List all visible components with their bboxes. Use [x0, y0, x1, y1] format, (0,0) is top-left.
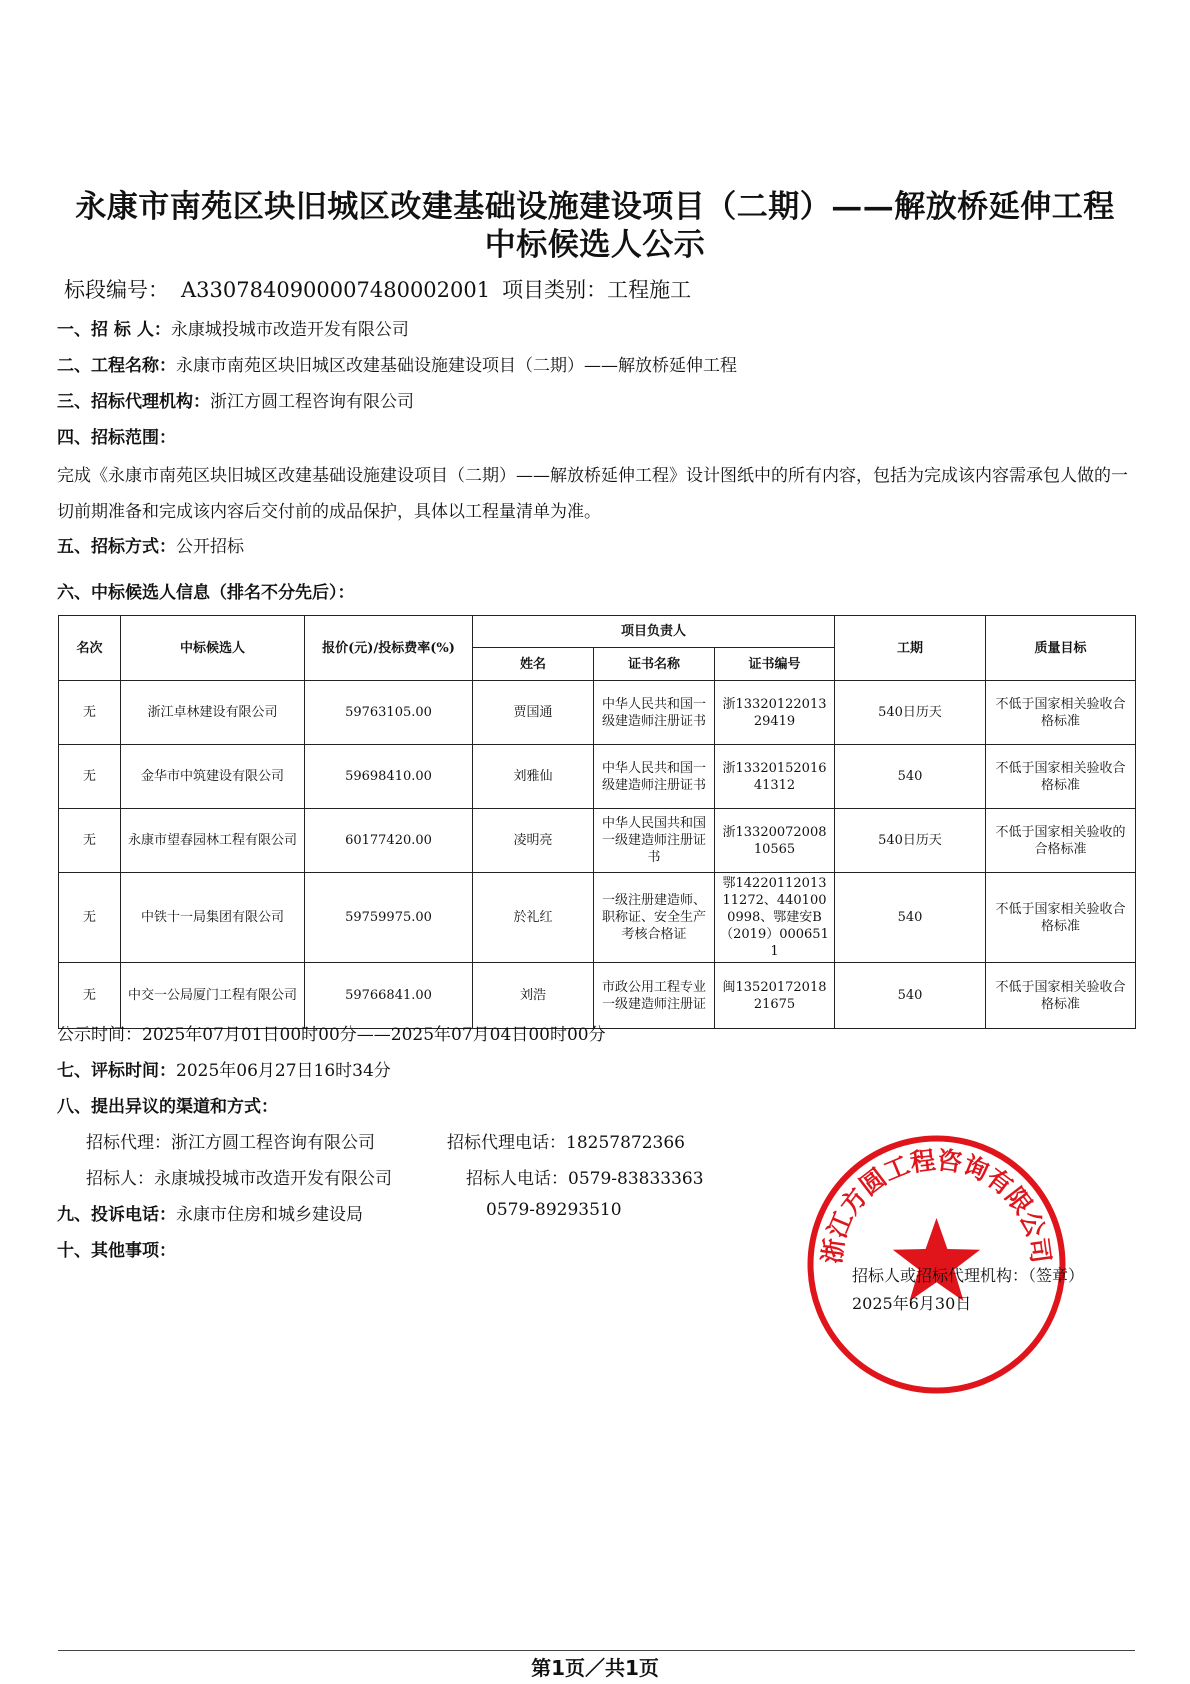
cell-quality: 不低于国家相关验收的合格标准 [986, 809, 1136, 873]
table-row [59, 745, 1136, 809]
cell-quality: 不低于国家相关验收合格标准 [986, 873, 1136, 963]
section-project-name [57, 351, 737, 376]
cell-rank: 无 [59, 809, 121, 873]
seal-star-icon [893, 1218, 980, 1301]
header-period: 工期 [835, 616, 986, 681]
complaint-phone: 0579-89293510 [486, 1200, 622, 1220]
agent-name: 浙江方圆工程咨询有限公司 [171, 1133, 375, 1153]
section-scope-text: 完成《永康市南苑区块旧城区改建基础设施建设项目（二期）——解放桥延伸工程》设计图纸中的所有内容，包括为完成该内容需承包人做的一切前期准备和完成该内容后交付前的成品保护，具体以工程量清单为准。 [57, 466, 1128, 522]
section-scope [57, 423, 176, 448]
signature-date: 2025年6月30日 [852, 1294, 972, 1313]
cell-period: 540 [835, 873, 986, 963]
section-tenderer [57, 315, 409, 340]
cell-candidate: 金华市中筑建设有限公司 [121, 745, 305, 809]
section-objection [57, 1092, 278, 1117]
header-candidate: 中标候选人 [121, 616, 305, 681]
section-objection-label: 八、提出异议的渠道和方式： [57, 1097, 278, 1117]
owner-phone-value: 0579-83833363 [568, 1169, 704, 1189]
tender-code: A3307840900007480002001 [181, 278, 491, 302]
section-scope-label: 四、招标范围： [57, 428, 176, 448]
page-number: 第1页／共1页 [531, 1656, 659, 1680]
agent-phone-value: 18257872366 [566, 1133, 685, 1153]
cell-cert-no: 浙1332012201329419 [715, 681, 835, 745]
cell-name: 刘浩 [473, 963, 594, 1029]
cell-cert-no: 浙1332007200810565 [715, 809, 835, 873]
cell-price: 59759975.00 [305, 873, 473, 963]
cell-price: 59766841.00 [305, 963, 473, 1029]
agent-contact [86, 1128, 375, 1153]
tender-code-label: 标段编号： [64, 278, 169, 302]
document-title: 永康市南苑区块旧城区改建基础设施建设项目（二期）——解放桥延伸工程 [75, 189, 1115, 225]
cell-cert-name: 市政公用工程专业一级建造师注册证 [594, 963, 715, 1029]
cell-name: 刘雅仙 [473, 745, 594, 809]
owner-label: 招标人： [86, 1169, 154, 1189]
cell-cert-no: 鄂1422011201311272、4401000998、鄂建安B（2019）0006511 [715, 873, 835, 963]
cell-price: 60177420.00 [305, 809, 473, 873]
agent-phone [447, 1128, 685, 1153]
section-complaint [57, 1200, 363, 1225]
owner-phone-label: 招标人电话： [466, 1169, 568, 1189]
table-row [59, 681, 1136, 745]
cell-cert-name: 中华人民共和国一级建造师注册证书 [594, 745, 715, 809]
section-method-label: 五、招标方式： [57, 537, 176, 557]
signature-line: 招标人或招标代理机构：（签章） [852, 1266, 1085, 1285]
section-project-name-value: 永康市南苑区块旧城区改建基础设施建设项目（二期）——解放桥延伸工程 [176, 356, 737, 376]
cell-name: 贾国通 [473, 681, 594, 745]
section-complaint-label: 九、投诉电话： [57, 1205, 176, 1225]
header-manager: 项目负责人 [473, 616, 835, 648]
section-project-name-label: 二、工程名称： [57, 356, 176, 376]
cell-price: 59763105.00 [305, 681, 473, 745]
cell-name: 於礼红 [473, 873, 594, 963]
header-cert-no: 证书编号 [715, 648, 835, 681]
cell-rank: 无 [59, 681, 121, 745]
cell-period: 540 [835, 963, 986, 1029]
section-candidates-label: 六、中标候选人信息（排名不分先后）： [57, 583, 355, 603]
header-name: 姓名 [473, 648, 594, 681]
cell-quality: 不低于国家相关验收合格标准 [986, 963, 1136, 1029]
table-row [59, 963, 1136, 1029]
cell-name: 凌明亮 [473, 809, 594, 873]
section-candidates [57, 578, 355, 603]
agent-phone-label: 招标代理电话： [447, 1133, 566, 1153]
section-method [57, 532, 244, 557]
tender-info-line [64, 274, 691, 304]
owner-name: 永康城投城市改造开发有限公司 [154, 1169, 392, 1189]
document-subtitle: 中标候选人公示 [484, 227, 706, 263]
header-rank: 名次 [59, 616, 121, 681]
publicity-period: 公示时间：2025年07月01日00时00分——2025年07月04日00时00分 [57, 1025, 606, 1045]
cell-period: 540 [835, 745, 986, 809]
footer-divider [58, 1650, 1135, 1651]
cell-candidate: 中铁十一局集团有限公司 [121, 873, 305, 963]
cell-candidate: 永康市望春园林工程有限公司 [121, 809, 305, 873]
seal-text: 浙江方圆工程咨询有限公司 [817, 1145, 1056, 1266]
tender-type-label: 项目类别： [502, 278, 608, 302]
cell-cert-name: 一级注册建造师、职称证、安全生产考核合格证 [594, 873, 715, 963]
tender-type: 工程施工 [607, 278, 692, 302]
section-agency-label: 三、招标代理机构： [57, 392, 210, 412]
header-quality: 质量目标 [986, 616, 1136, 681]
section-complaint-org: 永康市住房和城乡建设局 [176, 1205, 363, 1225]
section-other [57, 1236, 176, 1261]
agent-label: 招标代理： [86, 1133, 171, 1153]
cell-quality: 不低于国家相关验收合格标准 [986, 745, 1136, 809]
owner-contact [86, 1164, 392, 1189]
section-evaluation-label: 七、评标时间： [57, 1061, 176, 1081]
table-row [59, 809, 1136, 873]
cell-period: 540日历天 [835, 809, 986, 873]
header-cert-name: 证书名称 [594, 648, 715, 681]
cell-cert-name: 中华人民共和国一级建造师注册证书 [594, 681, 715, 745]
cell-cert-no: 闽1352017201821675 [715, 963, 835, 1029]
cell-rank: 无 [59, 745, 121, 809]
cell-rank: 无 [59, 963, 121, 1029]
section-method-value: 公开招标 [176, 537, 244, 557]
table-row [59, 873, 1136, 963]
section-evaluation [57, 1056, 391, 1081]
section-tenderer-value: 永康城投城市改造开发有限公司 [170, 320, 409, 340]
cell-cert-name: 中华人民国共和国一级建造师注册证书 [594, 809, 715, 873]
cell-candidate: 中交一公局厦门工程有限公司 [121, 963, 305, 1029]
owner-phone [466, 1164, 704, 1189]
candidate-table [58, 615, 1136, 1029]
section-agency-value: 浙江方圆工程咨询有限公司 [210, 392, 414, 412]
section-other-label: 十、其他事项： [57, 1241, 176, 1261]
section-tenderer-label: 一、招 标 人： [57, 320, 171, 340]
cell-quality: 不低于国家相关验收合格标准 [986, 681, 1136, 745]
cell-candidate: 浙江卓林建设有限公司 [121, 681, 305, 745]
cell-price: 59698410.00 [305, 745, 473, 809]
header-price: 报价(元)/投标费率(%) [305, 616, 473, 681]
cell-cert-no: 浙1332015201641312 [715, 745, 835, 809]
section-evaluation-value: 2025年06月27日16时34分 [176, 1061, 391, 1081]
section-agency [57, 387, 414, 412]
cell-period: 540日历天 [835, 681, 986, 745]
cell-rank: 无 [59, 873, 121, 963]
